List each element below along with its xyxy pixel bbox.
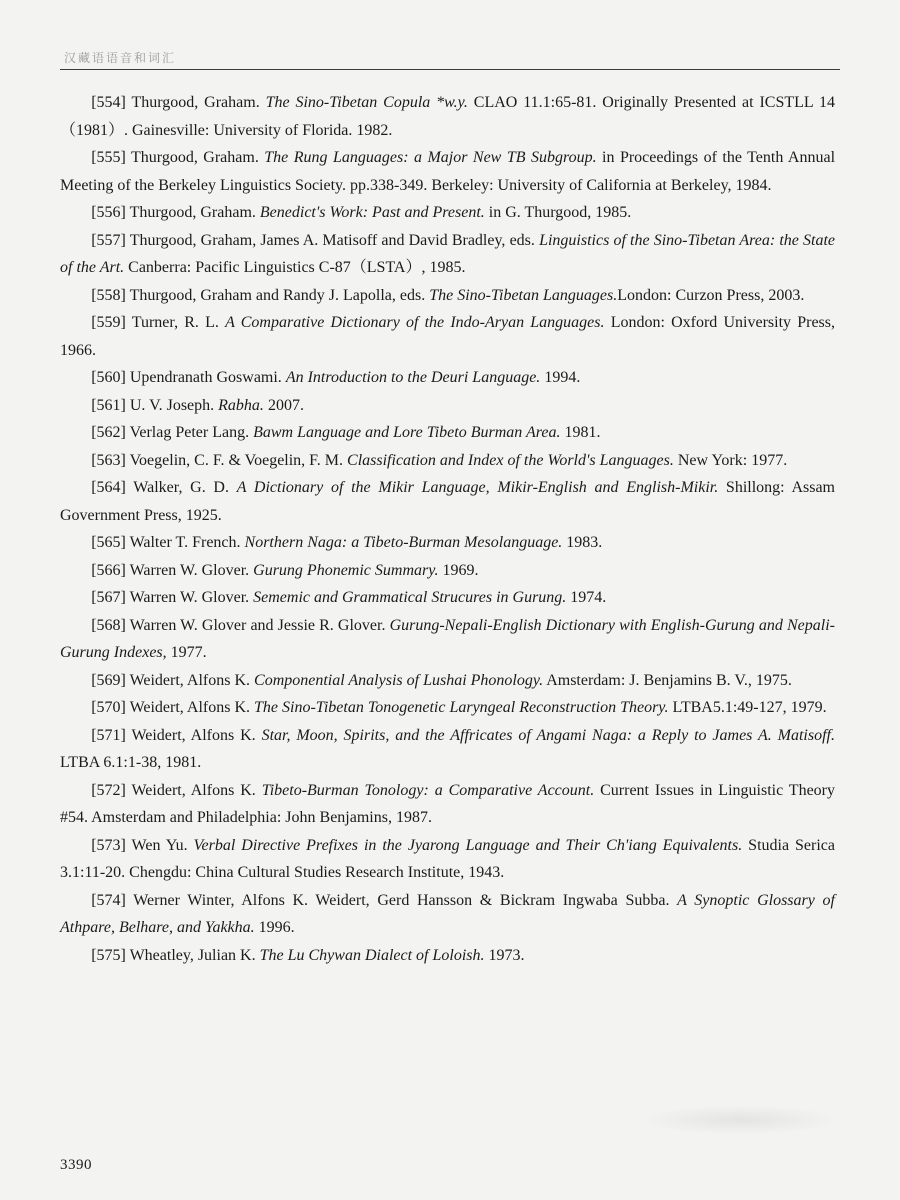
reference-details: 1983. — [562, 534, 603, 551]
reference-entry — [60, 722, 835, 777]
reference-entry — [60, 199, 835, 227]
reference-title: Benedict's Work: Past and Present. — [259, 204, 485, 221]
reference-number: [556] — [91, 204, 126, 221]
reference-number: [570] — [91, 699, 126, 716]
page-number: 3390 — [60, 1157, 92, 1173]
reference-details: in Proceedings of the Tenth Annual Meeting of the Berkeley Linguistics Society. pp.338-349. Berkeley: University of California at Berkeley, 1984. — [60, 149, 836, 194]
reference-entry — [60, 392, 835, 420]
reference-authors: Thurgood, Graham, James A. Matisoff and David Bradley, eds. — [129, 231, 540, 249]
reference-authors: Warren W. Glover. — [129, 589, 254, 606]
reference-authors: Weidert, Alfons K. — [129, 671, 255, 689]
reference-number: [559] — [91, 314, 126, 331]
reference-authors: Thurgood, Graham. — [131, 94, 266, 111]
reference-entry — [60, 227, 835, 282]
reference-details: 1994. — [540, 369, 581, 386]
header-rule — [60, 69, 840, 70]
reference-entry — [60, 557, 835, 585]
reference-number: [563] — [91, 451, 126, 469]
reference-title: Gurung-Nepali-English Dictionary with English-Gurung and Nepali-Gurung Indexes — [60, 616, 835, 661]
reference-title: The Lu Chywan Dialect of Loloish. — [259, 946, 485, 964]
reference-authors: U. V. Joseph. — [129, 396, 219, 414]
reference-list — [60, 89, 835, 969]
reference-entry — [60, 447, 835, 475]
reference-details: 2007. — [263, 396, 304, 414]
reference-number: [571] — [91, 726, 126, 744]
reference-authors: Upendranath Goswami. — [129, 369, 286, 386]
reference-details: 1969. — [438, 561, 479, 579]
reference-number: [560] — [91, 369, 126, 386]
reference-details: Current Issues in Linguistic Theory #54. Amsterdam and Philadelphia: John Benjamins, 1987. — [60, 781, 836, 826]
reference-details: Amsterdam: J. Benjamins B. V., 1975. — [543, 671, 792, 689]
reference-details: LTBA 6.1:1-38, 1981. — [60, 754, 202, 771]
reference-number: [572] — [91, 781, 126, 799]
reference-title: An Introduction to the Deuri Language. — [285, 369, 541, 386]
reference-title: Gurung Phonemic Summary. — [253, 561, 439, 579]
reference-number: [574] — [91, 891, 126, 909]
reference-details: , 1977. — [162, 644, 207, 661]
reference-entry — [60, 694, 835, 722]
reference-number: [554] — [91, 94, 126, 111]
reference-entry — [60, 584, 835, 612]
reference-details: in G. Thurgood, 1985. — [484, 204, 632, 221]
reference-details: 1974. — [566, 589, 607, 606]
reference-details: London: Curzon Press, 2003. — [617, 286, 805, 304]
reference-authors: Walker, G. D. — [133, 479, 237, 496]
reference-authors: Wen Yu. — [131, 836, 194, 854]
running-head: 汉藏语语音和词汇 — [64, 51, 177, 65]
reference-authors: Weidert, Alfons K. — [131, 726, 262, 744]
reference-number: [562] — [91, 424, 126, 441]
reference-number: [575] — [91, 946, 126, 964]
reference-title: Star, Moon, Spirits, and the Affricates of Angami Naga: a Reply to James A. Matisoff. — [261, 726, 835, 744]
reference-number: [567] — [91, 589, 126, 606]
reference-number: [573] — [91, 836, 126, 854]
reference-number: [561] — [91, 396, 126, 414]
reference-number: [555] — [91, 149, 126, 166]
reference-authors: Verlag Peter Lang. — [129, 424, 254, 441]
reference-entry — [60, 474, 835, 529]
reference-details: London: Oxford University Press, 1966. — [60, 314, 836, 359]
reference-number: [566] — [91, 561, 126, 579]
reference-entry — [60, 364, 835, 392]
reference-authors: Thurgood, Graham and Randy J. Lapolla, eds. — [129, 286, 430, 304]
reference-entry — [60, 419, 835, 447]
reference-authors: Weidert, Alfons K. — [129, 699, 255, 716]
reference-number: [568] — [91, 616, 126, 634]
reference-entry — [60, 777, 835, 832]
reference-authors: Thurgood, Graham. — [129, 204, 260, 221]
reference-number: [569] — [91, 671, 126, 689]
reference-title: Classification and Index of the World's Languages. — [347, 451, 674, 469]
reference-title: Sememic and Grammatical Strucures in Gurung. — [253, 589, 567, 606]
reference-title: Rabha. — [218, 396, 264, 414]
reference-authors: Wheatley, Julian K. — [129, 946, 260, 964]
reference-details: Studia Serica 3.1:11-20. Chengdu: China Cultural Studies Research Institute, 1943. — [60, 836, 835, 881]
reference-details: 1973. — [484, 946, 525, 964]
scan-smudge — [640, 1105, 840, 1135]
reference-number: [558] — [91, 286, 126, 304]
reference-authors: Thurgood, Graham. — [131, 149, 265, 166]
reference-entry — [60, 612, 835, 667]
reference-entry — [60, 667, 835, 695]
reference-authors: Walter T. French. — [129, 534, 245, 551]
reference-details: CLAO 11.1:65-81. Originally Presented at ICSTLL 14（1981）. Gainesville: University of Florida. 1982. — [60, 94, 836, 139]
reference-details: LTBA5.1:49-127, 1979. — [668, 699, 827, 716]
reference-title: The Sino-Tibetan Tonogenetic Laryngeal Reconstruction Theory. — [254, 699, 669, 716]
reference-title: The Rung Languages: a Major New TB Subgroup. — [264, 149, 597, 166]
reference-title: Componential Analysis of Lushai Phonology. — [254, 671, 544, 689]
reference-authors: Turner, R. L. — [131, 314, 226, 331]
reference-entry — [60, 282, 835, 310]
reference-authors: Warren W. Glover and Jessie R. Glover. — [129, 616, 390, 634]
reference-entry — [60, 309, 835, 364]
reference-entry — [60, 529, 835, 557]
reference-title: The Sino-Tibetan Languages. — [429, 286, 618, 304]
reference-title: Northern Naga: a Tibeto-Burman Mesolanguage. — [244, 534, 563, 551]
reference-title: Tibeto-Burman Tonology: a Comparative Account. — [261, 781, 595, 799]
reference-entry — [60, 144, 835, 199]
reference-title: Bawm Language and Lore Tibeto Burman Area. — [253, 424, 561, 441]
reference-number: [557] — [91, 231, 126, 249]
reference-details: Shillong: Assam Government Press, 1925. — [60, 479, 836, 524]
reference-authors: Warren W. Glover. — [129, 561, 254, 579]
reference-entry — [60, 942, 835, 970]
reference-title: A Synoptic Glossary of Athpare, Belhare, and Yakkha. — [60, 891, 835, 936]
reference-title: Verbal Directive Prefixes in the Jyarong Language and Their Ch'iang Equivalents. — [193, 836, 743, 854]
reference-title: A Dictionary of the Mikir Language, Mikir-English and English-Mikir. — [236, 479, 719, 496]
reference-entry — [60, 887, 835, 942]
reference-title: The Sino-Tibetan Copula *w.y. — [265, 94, 468, 111]
reference-authors: Voegelin, C. F. & Voegelin, F. M. — [129, 451, 348, 469]
reference-authors: Werner Winter, Alfons K. Weidert, Gerd Hansson & Bickram Ingwaba Subba. — [133, 891, 678, 909]
reference-details: 1981. — [560, 424, 601, 441]
reference-number: [565] — [91, 534, 126, 551]
reference-title: A Comparative Dictionary of the Indo-Aryan Languages. — [225, 314, 605, 331]
reference-authors: Weidert, Alfons K. — [131, 781, 262, 799]
reference-details: New York: 1977. — [673, 451, 788, 469]
reference-entry — [60, 89, 835, 144]
reference-entry — [60, 832, 835, 887]
reference-details: 1996. — [254, 919, 295, 936]
reference-details: Canberra: Pacific Linguistics C-87（LSTA）, 1985. — [124, 259, 466, 276]
reference-title: Linguistics of the Sino-Tibetan Area: the State of the Art. — [60, 231, 836, 276]
reference-number: [564] — [91, 479, 126, 496]
